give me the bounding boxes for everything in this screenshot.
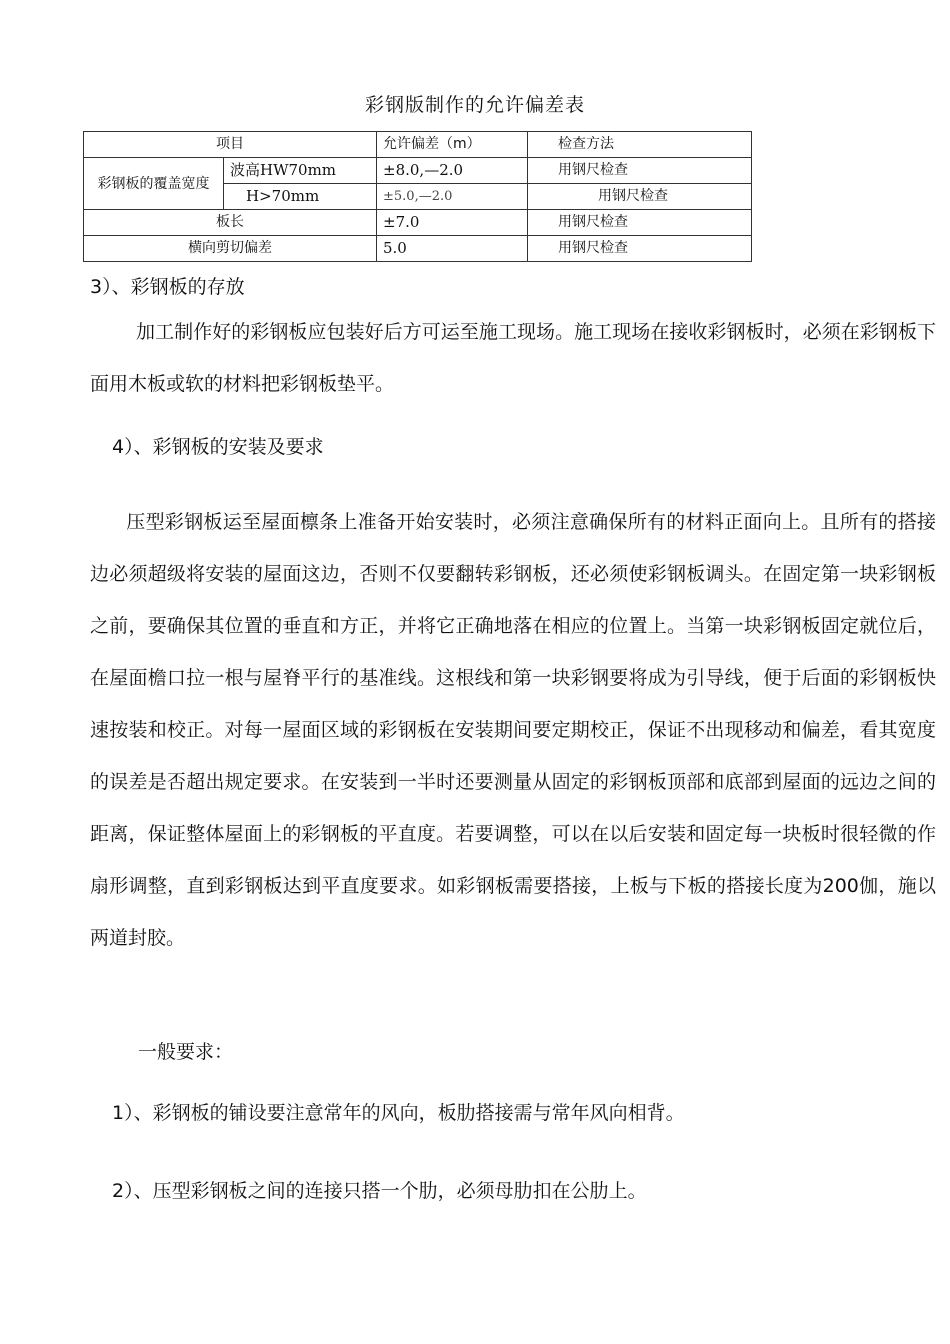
header-item: 项目 (84, 132, 377, 158)
cell-tol: ±7.0 (377, 210, 528, 236)
cell-method: 用钢尺检查 (528, 158, 752, 184)
cell-method: 用钢尺检查 (528, 184, 752, 210)
section4-heading: 4）、彩钢板的安装及要求 (112, 436, 324, 458)
general-heading: 一般要求： (138, 1041, 234, 1063)
cell-label: 彩钢板的覆盖宽度 (84, 158, 224, 210)
cell-method: 用钢尺检查 (528, 210, 752, 236)
cell-sub: 波高HW70mm (224, 158, 377, 184)
table-title: 彩钢版制作的允许偏差表 (364, 94, 585, 116)
cell-tol: ±5.0,—2.0 (377, 184, 528, 210)
section3-paragraph (90, 306, 936, 410)
table-row (84, 210, 752, 236)
table-row (84, 158, 752, 184)
section3-heading: 3）、彩钢板的存放 (90, 276, 245, 298)
table-row (84, 236, 752, 262)
cell-tol: ±8.0,—2.0 (377, 158, 528, 184)
section3-paragraph-text: 加工制作好的彩钢板应包装好后方可运至施工现场。施工现场在接收彩钢板时，必须在彩钢板下面用木板或软的材料把彩钢板垫平。 (90, 321, 936, 395)
table-header-row (84, 132, 752, 158)
cell-sub: H>70mm (224, 184, 377, 210)
cell-tol: 5.0 (377, 236, 528, 262)
requirement-2: 2）、压型彩钢板之间的连接只搭一个肋，必须母肋扣在公肋上。 (112, 1180, 647, 1202)
header-tolerance: 允许偏差（m） (377, 132, 528, 158)
cell-method: 用钢尺检查 (528, 236, 752, 262)
header-method: 检查方法 (528, 132, 752, 158)
section4-paragraph-text: 压型彩钢板运至屋面檩条上准备开始安装时，必须注意确保所有的材料正面向上。且所有的搭接边必须超级将安装的屋面这边，否则不仅要翻转彩钢板，还必须使彩钢板调头。在固定第一块彩钢板之前，要确保其位置的垂直和方正，并将它正确地落在相应的位置上。当第一块彩钢板固定就位后，在屋面檐口拉一根与屋脊平行的基准线。这根线和第一块彩钢要将成为引导线，便于后面的彩钢板快速按装和校正。对每一屋面区域的彩钢板在安装期间要定期校正，保证不出现移动和偏差，看其宽度的误差是否超出规定要求。在安装到一半时还要测量从固定的彩钢板顶部和底部到屋面的远边之间的距离，保证整体屋面上的彩钢板的平直度。若要调整，可以在以后安装和固定每一块板时很轻微的作扇形调整，直到彩钢板达到平直度要求。如彩钢板需要搭接，上板与下板的搭接长度为200伽，施以两道封胶。 (90, 511, 936, 949)
requirement-1: 1）、彩钢板的铺设要注意常年的风向，板肋搭接需与常年风向相背。 (112, 1102, 685, 1124)
cell-label: 板长 (84, 210, 377, 236)
cell-label: 横向剪切偏差 (84, 236, 377, 262)
tolerance-table (83, 131, 752, 262)
section4-paragraph (90, 496, 936, 964)
